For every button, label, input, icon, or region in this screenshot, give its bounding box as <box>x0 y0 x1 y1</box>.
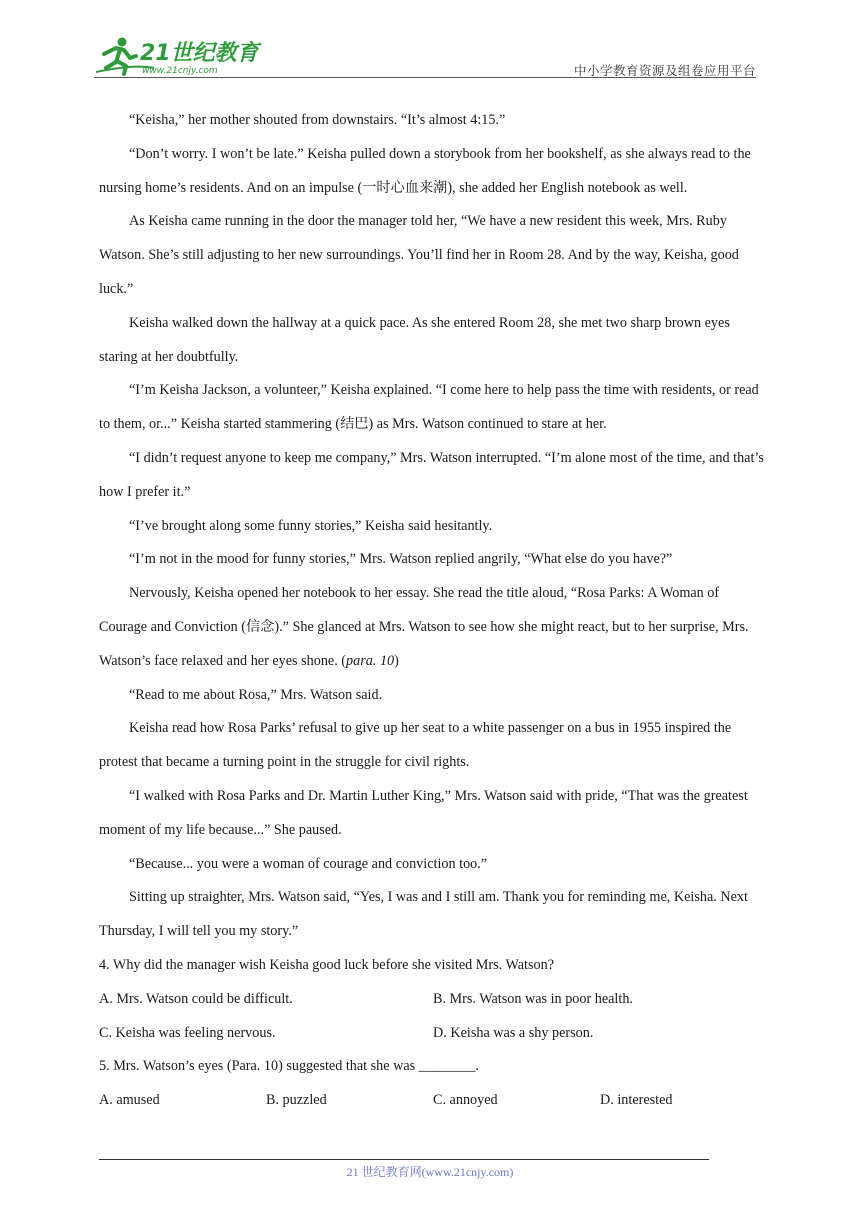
paragraph: “Because... you were a woman of courage and conviction too.” <box>129 855 488 872</box>
paragraph-10 <box>99 577 767 678</box>
question-4: 4. Why did the manager wish Keisha good luck before she visited Mrs. Watson? <box>99 956 554 973</box>
footer-divider <box>99 1159 709 1160</box>
paragraph: “Don’t worry. I won’t be late.” Keisha pulled down a storybook from her bookshelf, as she always read to the nursing home’s residents. And on an impulse (一时心血来潮), she added her English notebook as well. <box>99 145 751 196</box>
paragraph: Sitting up straighter, Mrs. Watson said, “Yes, I was and I still am. Thank you for reminding me, Keisha. Next Thursday, I will tell you my story.” <box>99 889 748 940</box>
page-header <box>94 34 756 78</box>
svg-text:www.21cnjy.com: www.21cnjy.com <box>142 66 218 76</box>
option-d: D. interested <box>600 1092 673 1109</box>
question-4-options <box>99 983 767 1017</box>
option-c: C. Keisha was feeling nervous. <box>99 1024 276 1041</box>
platform-name: 中小学教育资源及组卷应用平台 <box>573 63 756 78</box>
question-4-options <box>99 1017 767 1051</box>
para-ref: para. 10 <box>346 652 395 669</box>
passage <box>99 104 767 1118</box>
question-5-options <box>99 1084 767 1118</box>
paragraph: “I walked with Rosa Parks and Dr. Martin Luther King,” Mrs. Watson said with pride, “That was the greatest moment of my life because...” She paused. <box>99 787 748 838</box>
paragraph: “I’m Keisha Jackson, a volunteer,” Keisha explained. “I come here to help pass the time with residents, or read to them, or...” Keisha started stammering (结巴) as Mrs. Watson continued to stare at her. <box>99 382 759 433</box>
header-divider <box>94 77 756 78</box>
paragraph: Keisha walked down the hallway at a quick pace. As she entered Room 28, she met two sharp brown eyes staring at her doubtfully. <box>99 314 730 365</box>
paragraph: “I didn’t request anyone to keep me company,” Mrs. Watson interrupted. “I’m alone most of the time, and that’s how I prefer it.” <box>99 449 764 500</box>
paragraph: “I’ve brought along some funny stories,” Keisha said hesitantly. <box>129 517 493 534</box>
runner-logo-icon <box>94 34 264 76</box>
para-ref-close: ) <box>394 652 399 669</box>
option-c: C. annoyed <box>433 1092 498 1109</box>
option-b: B. puzzled <box>266 1092 327 1109</box>
question-5: 5. Mrs. Watson’s eyes (Para. 10) suggested that she was ________. <box>99 1058 480 1075</box>
option-a: A. Mrs. Watson could be difficult. <box>99 990 293 1007</box>
paragraph: “Read to me about Rosa,” Mrs. Watson said. <box>129 686 383 703</box>
page-footer: 21 世纪教育网(www.21cnjy.com) <box>346 1165 514 1179</box>
paragraph: “Keisha,” her mother shouted from downstairs. “It’s almost 4:15.” <box>129 112 506 128</box>
option-a: A. amused <box>99 1092 160 1109</box>
site-logo <box>94 34 264 76</box>
svg-text:21世纪教育: 21世纪教育 <box>140 41 259 66</box>
paragraph: Keisha read how Rosa Parks’ refusal to give up her seat to a white passenger on a bus in 1955 inspired the protest that became a turning point in the struggle for civil rights. <box>99 720 732 771</box>
option-b: B. Mrs. Watson was in poor health. <box>433 990 633 1007</box>
paragraph: “I’m not in the mood for funny stories,” Mrs. Watson replied angrily, “What else do you have?” <box>129 551 673 568</box>
paragraph-10-text: Nervously, Keisha opened her notebook to her essay. She read the title aloud, “Rosa Parks: A Woman of Courage and Conviction (信念).” She glanced at Mrs. Watson to see how she might react, but to her surprise, Mrs. Watson’s face relaxed and her eyes shone. ( <box>99 585 749 669</box>
option-d: D. Keisha was a shy person. <box>433 1024 594 1041</box>
paragraph: As Keisha came running in the door the manager told her, “We have a new resident this week, Mrs. Ruby Watson. She’s still adjusting to her new surroundings. You’ll find her in Room 28. And by the way, Keisha, good luck.” <box>99 213 739 297</box>
